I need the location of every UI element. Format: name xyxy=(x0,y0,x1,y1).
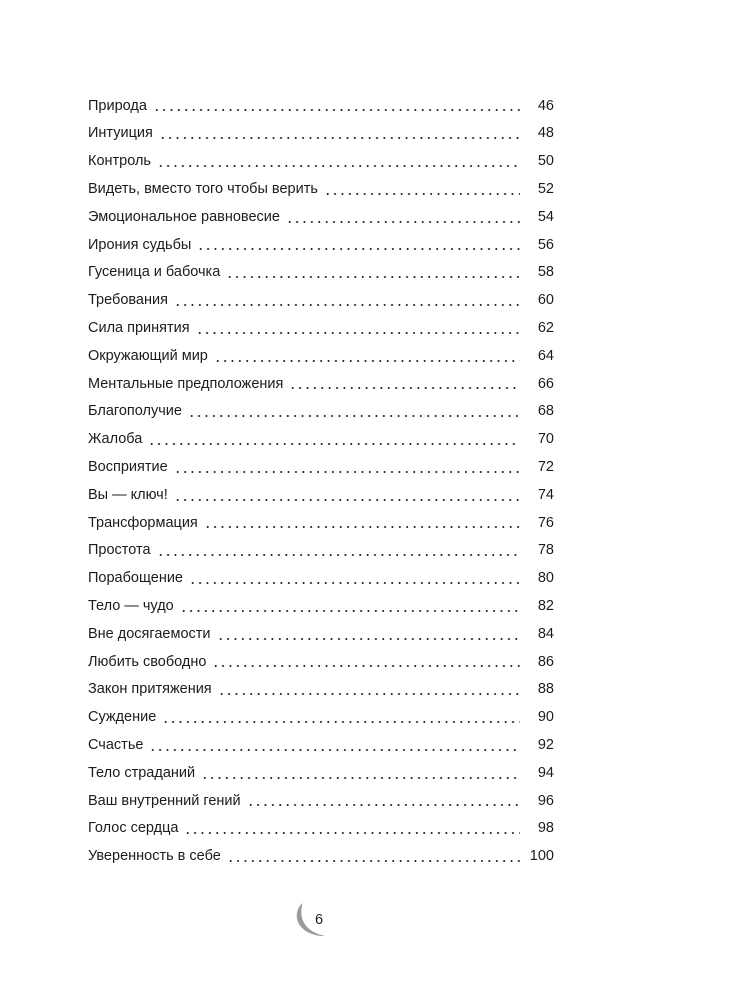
toc-dot-leader xyxy=(218,693,520,695)
toc-dot-leader xyxy=(227,860,520,862)
toc-dot-leader xyxy=(149,749,520,751)
toc-entry-title: Ваш внутренний гений xyxy=(88,792,241,809)
toc-dot-leader xyxy=(157,554,520,556)
toc-entry-page: 70 xyxy=(537,431,554,448)
toc-entry-page: 60 xyxy=(537,292,554,309)
toc-entry[interactable] xyxy=(88,815,554,843)
toc-entry-page: 50 xyxy=(537,153,554,170)
toc-entry-page: 98 xyxy=(537,820,554,837)
toc-entry[interactable] xyxy=(88,787,554,815)
toc-entry-title: Уверенность в себе xyxy=(88,848,221,865)
toc-entry-title: Тело страданий xyxy=(88,764,196,781)
toc-entry[interactable] xyxy=(88,704,554,732)
toc-entry[interactable] xyxy=(88,259,554,287)
toc-entry-page: 82 xyxy=(537,597,554,614)
toc-entry[interactable] xyxy=(88,843,554,871)
toc-dot-leader xyxy=(197,248,520,250)
toc-entry-page: 52 xyxy=(537,181,554,198)
toc-dot-leader xyxy=(180,610,520,612)
toc-entry-title: Простота xyxy=(88,542,151,559)
toc-dot-leader xyxy=(217,638,520,640)
toc-dot-leader xyxy=(196,332,520,334)
toc-entry-title: Природа xyxy=(88,97,147,114)
toc-entry-title: Порабощение xyxy=(88,570,183,587)
toc-entry-title: Счастье xyxy=(88,736,144,753)
toc-entry-page: 74 xyxy=(537,486,554,503)
toc-entry[interactable] xyxy=(88,203,554,231)
toc-entry[interactable] xyxy=(88,148,554,176)
toc-entry-page: 80 xyxy=(537,570,554,587)
toc-entry[interactable] xyxy=(88,287,554,315)
toc-entry-page: 48 xyxy=(537,125,554,142)
toc-entry-page: 92 xyxy=(537,736,554,753)
toc-dot-leader xyxy=(148,443,520,445)
toc-entry-title: Требования xyxy=(88,292,168,309)
toc-entry[interactable] xyxy=(88,92,554,120)
toc-entry-page: 96 xyxy=(537,792,554,809)
toc-entry[interactable] xyxy=(88,759,554,787)
toc-entry-title: Восприятие xyxy=(88,459,168,475)
page-number: 6 xyxy=(315,912,324,928)
toc-entry-title: Ирония судьбы xyxy=(88,236,192,253)
toc-entry-page: 94 xyxy=(537,764,554,781)
toc-dot-leader xyxy=(286,221,520,223)
toc-entry-title: Вне досягаемости xyxy=(88,625,211,642)
page-folio xyxy=(288,896,338,942)
toc-entry-title: Сила принятия xyxy=(88,320,190,337)
toc-entry-title: Контроль xyxy=(88,153,151,170)
toc-entry-title: Трансформация xyxy=(88,514,198,531)
toc-entry-page: 58 xyxy=(537,264,554,281)
toc-dot-leader xyxy=(174,499,520,501)
toc-entry[interactable] xyxy=(88,731,554,759)
toc-entry-title: Любить свободно xyxy=(88,653,207,670)
toc-entry-title: Окружающий мир xyxy=(88,347,208,364)
toc-entry[interactable] xyxy=(88,648,554,676)
toc-entry-title: Голос сердца xyxy=(88,820,179,837)
toc-entry[interactable] xyxy=(88,481,554,509)
toc-entry-page: 46 xyxy=(537,97,554,114)
toc-entry-title: Интуиция xyxy=(88,125,153,142)
toc-entry-title: Суждение xyxy=(88,709,157,726)
toc-entry-title: Благополучие xyxy=(88,403,182,420)
toc-dot-leader xyxy=(201,777,520,779)
toc-entry[interactable] xyxy=(88,537,554,565)
toc-dot-leader xyxy=(226,276,520,278)
toc-entry-page: 86 xyxy=(537,653,554,670)
toc-entry-page: 66 xyxy=(537,375,554,392)
toc-dot-leader xyxy=(289,387,520,389)
toc-entry-title: Тело — чудо xyxy=(88,597,174,614)
toc-entry-page: 76 xyxy=(537,514,554,531)
toc-entry-page: 56 xyxy=(537,236,554,253)
toc-entry[interactable] xyxy=(88,398,554,426)
toc-entry-page: 54 xyxy=(537,208,554,225)
toc-entry[interactable] xyxy=(88,175,554,203)
toc-entry-title: Вы — ключ! xyxy=(88,486,168,503)
toc-dot-leader xyxy=(212,665,520,667)
toc-dot-leader xyxy=(184,832,520,834)
toc-entry[interactable] xyxy=(88,231,554,259)
toc-entry-page: 90 xyxy=(537,709,554,726)
toc-entry[interactable] xyxy=(88,620,554,648)
toc-entry-title: Ментальные предположения xyxy=(88,375,284,392)
curved-swoosh-icon xyxy=(288,896,338,942)
toc-dot-leader xyxy=(247,804,520,806)
toc-entry[interactable] xyxy=(88,676,554,704)
toc-entry[interactable] xyxy=(88,565,554,593)
toc-entry-page: 78 xyxy=(537,542,554,559)
toc-entry-page: 72 xyxy=(537,459,554,475)
toc-entry-title: Эмоциональное равновесие xyxy=(88,208,280,225)
toc-entry-title: Гусеница и бабочка xyxy=(88,264,221,281)
toc-dot-leader xyxy=(174,471,520,473)
toc-entry-page: 88 xyxy=(537,681,554,698)
toc-entry[interactable] xyxy=(88,370,554,398)
toc-entry-page: 62 xyxy=(537,320,554,337)
toc-dot-leader xyxy=(174,304,520,306)
toc-dot-leader xyxy=(214,360,520,362)
toc-entry-page: 84 xyxy=(537,625,554,642)
toc-dot-leader xyxy=(157,165,520,167)
toc-entry[interactable] xyxy=(88,453,554,481)
toc-entry[interactable] xyxy=(88,592,554,620)
toc-entry-title: Видеть, вместо того чтобы верить xyxy=(88,181,318,198)
toc-entry[interactable] xyxy=(88,314,554,342)
toc-entry-title: Закон притяжения xyxy=(88,681,212,698)
toc-dot-leader xyxy=(188,415,520,417)
toc-entry[interactable] xyxy=(88,342,554,370)
toc-dot-leader xyxy=(324,193,520,195)
toc-dot-leader xyxy=(204,526,520,528)
toc-dot-leader xyxy=(189,582,520,584)
toc-entry-page: 100 xyxy=(529,848,554,865)
toc-entry[interactable] xyxy=(88,426,554,454)
table-of-contents xyxy=(88,92,554,870)
toc-entry-title: Жалоба xyxy=(88,431,143,448)
toc-dot-leader xyxy=(153,109,520,111)
toc-entry-page: 64 xyxy=(537,347,554,364)
toc-dot-leader xyxy=(159,137,520,139)
toc-entry[interactable] xyxy=(88,120,554,148)
toc-entry[interactable] xyxy=(88,509,554,537)
toc-dot-leader xyxy=(162,721,520,723)
toc-entry-page: 68 xyxy=(537,403,554,420)
